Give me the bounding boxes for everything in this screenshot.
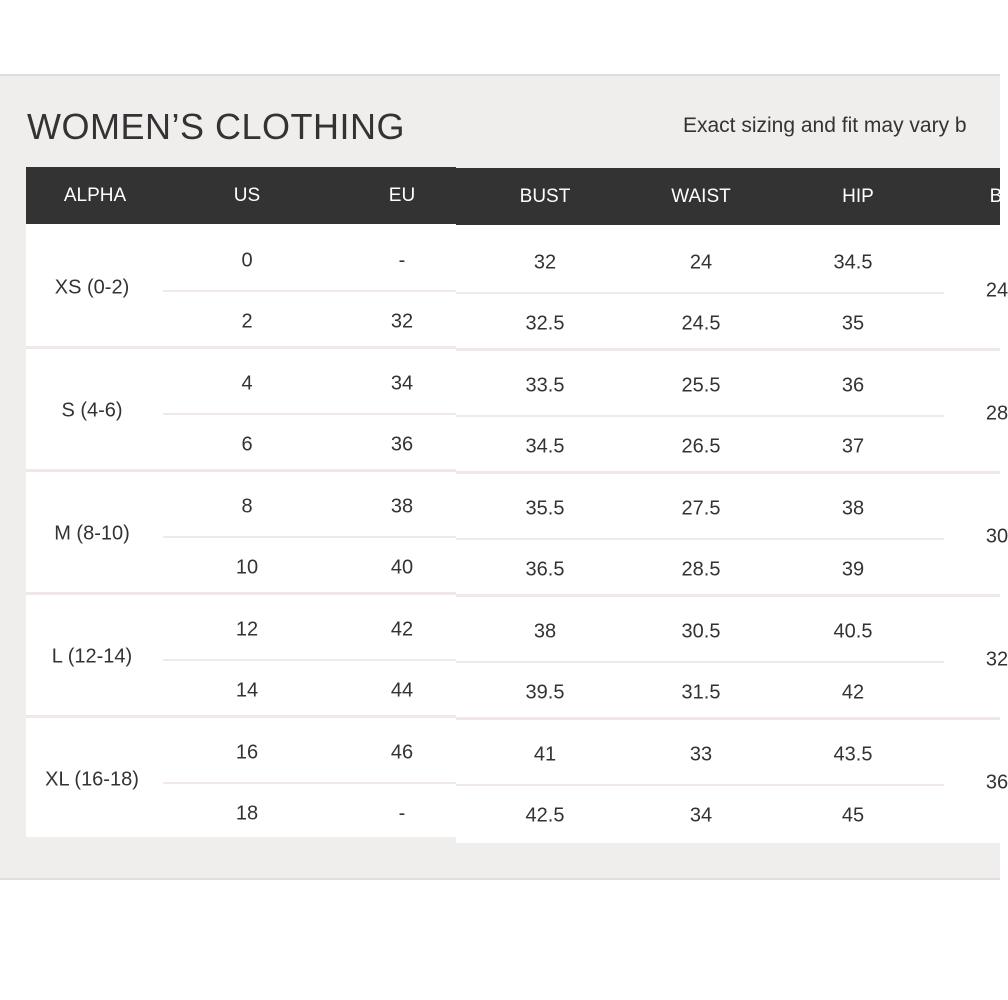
alpha-size-label: M (8-10) [54, 522, 130, 544]
hip-value: 39 [841, 558, 865, 581]
alpha-size-label: L (12-14) [51, 645, 133, 667]
eu-size-value: 36 [390, 433, 414, 456]
extra-column-value: 24 [985, 279, 1008, 301]
hip-value: 35 [841, 312, 865, 335]
extra-column-value: 36 [985, 771, 1008, 793]
eu-size-value: - [398, 249, 406, 272]
bust-value: 42.5 [525, 804, 565, 827]
waist-value: 34 [689, 804, 713, 827]
header-alpha: ALPHA [63, 185, 127, 206]
size-table-left [26, 167, 456, 837]
row-separator [456, 784, 944, 786]
alpha-size-label: S (4-6) [61, 399, 123, 421]
header-hip: HIP [842, 186, 874, 207]
row-separator [163, 659, 456, 661]
waist-value: 27.5 [681, 497, 721, 520]
us-size-value: 8 [241, 495, 253, 518]
eu-size-value: 42 [390, 618, 414, 641]
us-size-value: 6 [241, 433, 253, 456]
hip-value: 38 [841, 497, 865, 520]
hip-value: 42 [841, 681, 865, 704]
header-us: US [233, 185, 261, 206]
row-separator [163, 536, 456, 538]
waist-value: 28.5 [681, 558, 721, 581]
group-separator [26, 715, 456, 718]
group-separator [456, 594, 1000, 597]
us-size-value: 10 [235, 556, 259, 579]
sizing-note: Exact sizing and fit may vary b [683, 114, 967, 137]
eu-size-value: - [398, 802, 406, 825]
eu-size-value: 32 [390, 310, 414, 333]
waist-value: 24.5 [681, 312, 721, 335]
us-size-value: 4 [241, 372, 253, 395]
hip-value: 34.5 [833, 251, 873, 274]
group-separator [26, 469, 456, 472]
group-separator [26, 346, 456, 349]
eu-size-value: 38 [390, 495, 414, 518]
extra-column-value: 28 [985, 402, 1008, 424]
bust-value: 34.5 [525, 435, 565, 458]
waist-value: 33 [689, 743, 713, 766]
bust-value: 32.5 [525, 312, 565, 335]
group-separator [456, 471, 1000, 474]
us-size-value: 2 [241, 310, 253, 333]
waist-value: 24 [689, 251, 713, 274]
group-separator [26, 592, 456, 595]
bust-value: 39.5 [525, 681, 565, 704]
eu-size-value: 46 [390, 741, 414, 764]
eu-size-value: 44 [390, 679, 414, 702]
alpha-size-label: XL (16-18) [45, 768, 139, 790]
row-separator [163, 413, 456, 415]
hip-value: 36 [841, 374, 865, 397]
us-size-value: 18 [235, 802, 259, 825]
us-size-value: 16 [235, 741, 259, 764]
hip-value: 45 [841, 804, 865, 827]
header-b-partial: B [989, 186, 1003, 207]
waist-value: 25.5 [681, 374, 721, 397]
row-separator [456, 415, 944, 417]
hip-value: 43.5 [833, 743, 873, 766]
waist-value: 31.5 [681, 681, 721, 704]
group-separator [456, 348, 1000, 351]
row-separator [163, 290, 456, 292]
hip-value: 40.5 [833, 620, 873, 643]
eu-size-value: 34 [390, 372, 414, 395]
bust-value: 41 [533, 743, 557, 766]
row-separator [163, 782, 456, 784]
hip-value: 37 [841, 435, 865, 458]
row-separator [456, 538, 944, 540]
row-separator [456, 292, 944, 294]
us-size-value: 0 [241, 249, 253, 272]
extra-column-value: 32 [985, 648, 1008, 670]
table-header-left [26, 167, 456, 224]
group-separator [456, 717, 1000, 720]
bust-value: 33.5 [525, 374, 565, 397]
row-separator [456, 661, 944, 663]
alpha-size-label: XS (0-2) [54, 276, 130, 298]
bust-value: 35.5 [525, 497, 565, 520]
header-waist: WAIST [671, 186, 731, 207]
page-title: WOMEN’S CLOTHING [27, 106, 406, 147]
waist-value: 26.5 [681, 435, 721, 458]
extra-column-value: 30 [985, 525, 1008, 547]
eu-size-value: 40 [390, 556, 414, 579]
header-bust: BUST [519, 186, 571, 207]
table-header-right [456, 168, 1003, 225]
header-eu: EU [388, 185, 416, 206]
us-size-value: 14 [235, 679, 259, 702]
us-size-value: 12 [235, 618, 259, 641]
size-chart-panel [0, 74, 1008, 880]
size-table-right [456, 168, 1008, 843]
waist-value: 30.5 [681, 620, 721, 643]
bust-value: 32 [533, 251, 557, 274]
bust-value: 38 [533, 620, 557, 643]
bust-value: 36.5 [525, 558, 565, 581]
